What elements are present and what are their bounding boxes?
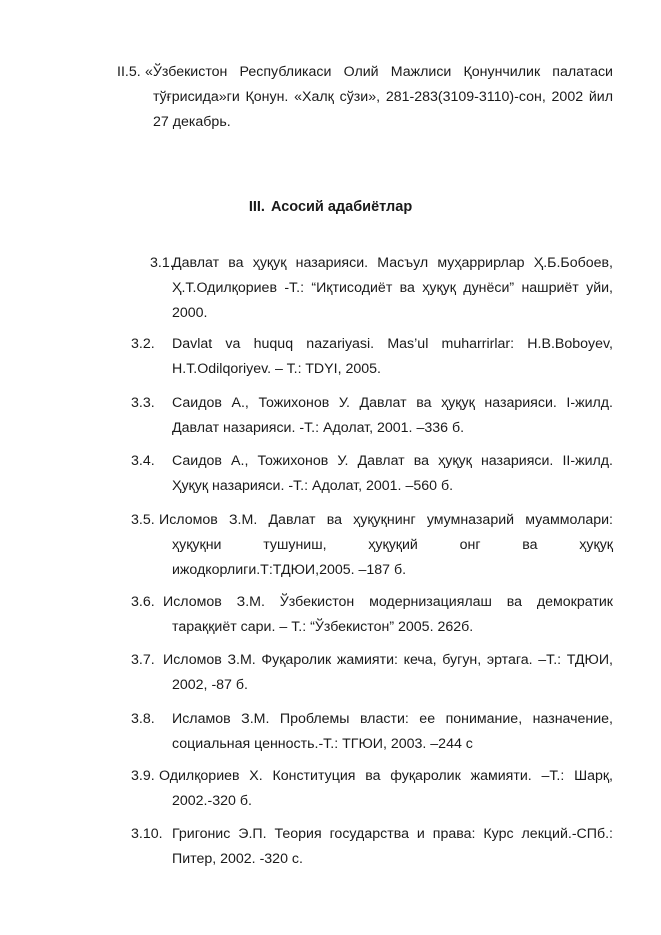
reference-line: «Ўзбекистон Республикаси Олий Мажлиси Қонунчилик палатаси: [145, 64, 613, 80]
section-heading: [0, 196, 661, 218]
reference-line: Исломов З.М. Давлат ва ҳуқуқнинг умумназарий муаммолари:: [159, 512, 613, 528]
reference-line: Давлат назарияси. -Т.: Адолат, 2001. –336 б.: [172, 420, 465, 436]
reference-number: 3.7.: [131, 652, 155, 668]
reference-entry: [131, 822, 613, 872]
reference-number: 3.10.: [131, 826, 163, 842]
reference-number: 3.8.: [131, 711, 155, 727]
reference-line: Григонис Э.П. Теория государства и права: Курс лекций.-СПб.:: [172, 826, 613, 842]
reference-line: 2002.-320 б.: [172, 793, 252, 809]
reference-entry: [131, 648, 613, 698]
reference-number: 3.3.: [131, 395, 155, 411]
reference-line: тараққиёт сари. – Т.: “Ўзбекистон” 2005. 262б.: [172, 619, 474, 635]
reference-line: Исламов З.М. Проблемы власти: ее понимание, назначение,: [172, 711, 613, 727]
reference-entry: [131, 332, 613, 382]
reference-number: 3.9.: [131, 768, 155, 784]
reference-line: Одилқориев Х. Конституция ва фуқаролик жамияти. –Т.: Шарқ,: [159, 768, 613, 784]
reference-number: 3.5.: [131, 512, 155, 528]
section-title: Асосий адабиётлар: [270, 199, 413, 215]
reference-line: 2000.: [172, 305, 208, 321]
reference-number: II.5.: [117, 64, 141, 80]
reference-entry: [131, 449, 613, 499]
reference-line: 27 декабрь.: [153, 114, 231, 130]
reference-line: ҳуқуқни тушуниш, ҳуқуқий онг ва ҳуқуқ: [172, 537, 613, 553]
reference-line: Ҳуқуқ назарияси. -Т.: Адолат, 2001. –560 б.: [172, 478, 454, 494]
reference-entry-2-5: [117, 60, 613, 135]
reference-line: Исломов З.М. Фуқаролик жамияти: кеча, бугун, эртага. –Т.: ТДЮИ,: [163, 652, 613, 668]
reference-line: Davlat va huquq nazariyasi. Mas’ul muharrirlar: H.B.Boboyev,: [172, 336, 613, 352]
reference-line: Давлат ва ҳуқуқ назарияси. Масъул муҳаррирлар Ҳ.Б.Бобоев,: [172, 255, 613, 271]
reference-entry: [131, 764, 613, 814]
reference-entry: [131, 590, 613, 640]
reference-entry: [131, 508, 613, 583]
reference-line: Ҳ.Т.Одилқориев -Т.: “Иқтисодиёт ва ҳуқуқ дунёси” нашриёт уйи,: [172, 280, 613, 296]
reference-entry: [131, 391, 613, 441]
reference-entry: [150, 251, 613, 326]
reference-number: 3.6.: [131, 594, 155, 610]
reference-line: тўғрисида»ги Қонун. «Халқ сўзи», 281-283(3109-3110)-сон, 2002 йил: [153, 89, 613, 105]
reference-line: Саидов А., Тожихонов У. Давлат ва ҳуқуқ назарияси. II-жилд.: [172, 453, 613, 469]
reference-line: ижодкорлиги.Т:ТДЮИ,2005. –187 б.: [172, 562, 407, 578]
reference-number: 3.1.: [150, 255, 174, 271]
reference-number: 3.4.: [131, 453, 155, 469]
reference-line: Исломов З.М. Ўзбекистон модернизациялаш ва демократик: [163, 594, 613, 610]
reference-number: 3.2.: [131, 336, 155, 352]
reference-line: социальная ценность.-Т.: ТГЮИ, 2003. –244 с: [172, 736, 473, 752]
reference-line: H.T.Odilqoriyev. – T.: TDYI, 2005.: [172, 361, 381, 377]
reference-line: Питер, 2002. -320 с.: [172, 851, 303, 867]
reference-line: 2002, -87 б.: [172, 677, 248, 693]
section-number: III.: [248, 199, 265, 215]
reference-line: Саидов А., Тожихонов У. Давлат ва ҳуқуқ назарияси. I-жилд.: [172, 395, 613, 411]
reference-entry: [131, 707, 613, 757]
